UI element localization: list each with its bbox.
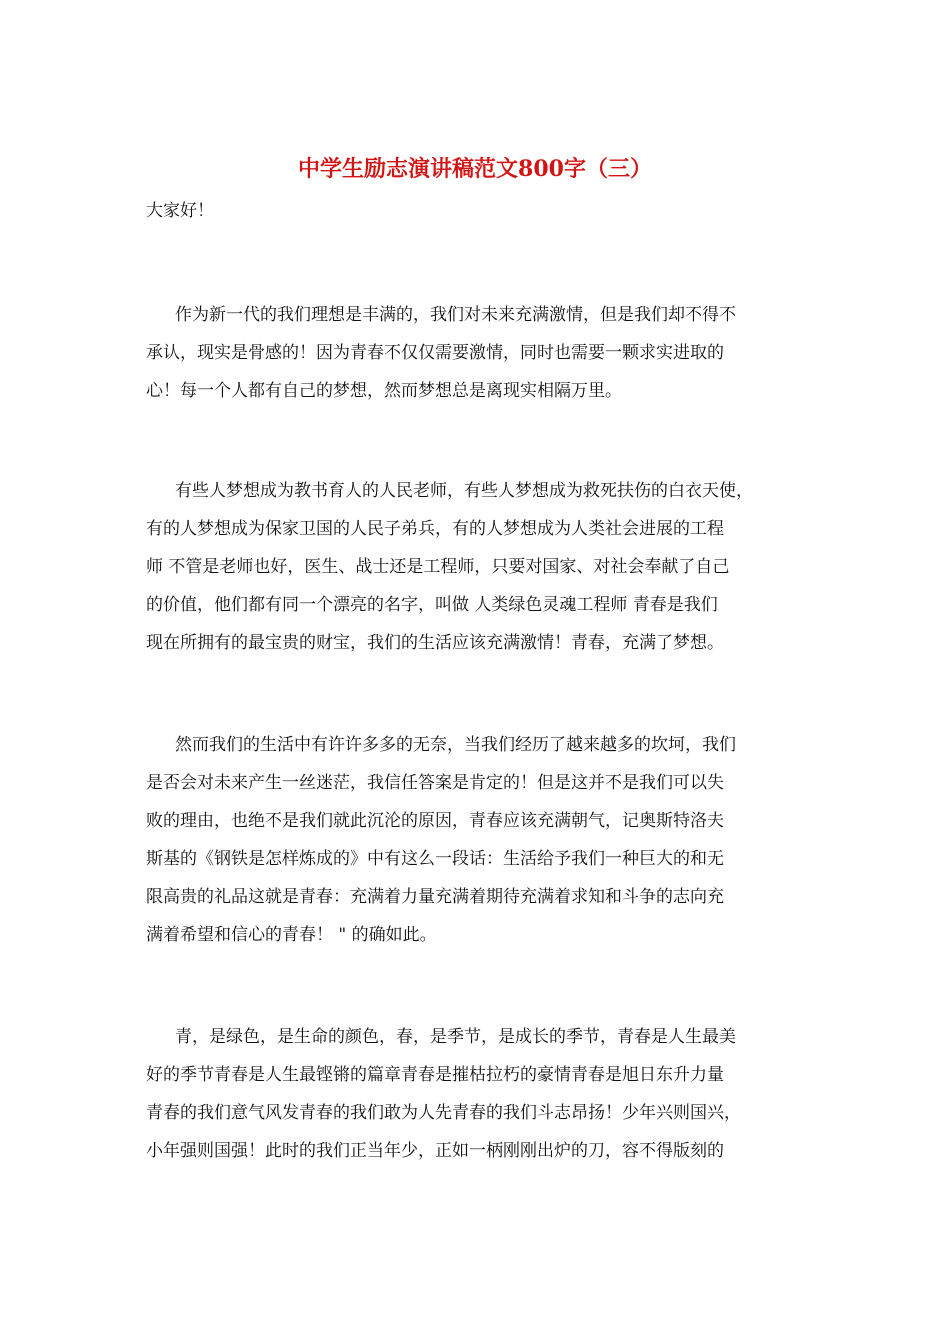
paragraph-4 xyxy=(146,1018,816,1170)
paragraph-line: 作为新一代的我们理想是丰满的，我们对未来充满激情，但是我们却不得不 xyxy=(175,305,736,325)
paragraph-line: 心！每一个人都有自己的梦想，然而梦想总是离现实相隔万里。 xyxy=(146,381,622,401)
paragraph-line: 是否会对未来产生一丝迷茫，我信任答案是肯定的！但是这并不是我们可以失 xyxy=(146,773,724,793)
paragraph-line: 的价值，他们都有同一个漂亮的名字，叫做 人类绿色灵魂工程师 青春是我们 xyxy=(146,595,718,615)
paragraph-1 xyxy=(146,296,816,410)
paragraph-line: 败的理由，也绝不是我们就此沉沦的原因，青春应该充满朝气，记奥斯特洛夫 xyxy=(146,811,724,831)
paragraph-line: 青春的我们意气风发青春的我们敢为人先青春的我们斗志昂扬！少年兴则国兴， xyxy=(146,1103,741,1123)
paragraph-line: 有些人梦想成为教书育人的人民老师，有些人梦想成为救死扶伤的白衣天使， xyxy=(175,481,753,501)
paragraph-line: 有的人梦想成为保家卫国的人民子弟兵，有的人梦想成为人类社会进展的工程 xyxy=(146,519,724,539)
paragraph-2 xyxy=(146,472,816,662)
greeting: 大家好！ xyxy=(146,201,214,221)
paragraph-line: 限高贵的礼品这就是青春：充满着力量充满着期待充满着求知和斗争的志向充 xyxy=(146,887,724,907)
paragraph-line: 满着希望和信心的青春！ " 的确如此。 xyxy=(146,925,437,945)
paragraph-line: 然而我们的生活中有许许多多的无奈，当我们经历了越来越多的坎坷，我们 xyxy=(175,735,736,755)
paragraph-line: 斯基的《钢铁是怎样炼成的》中有这么一段话：生活给予我们一种巨大的和无 xyxy=(146,849,724,869)
paragraph-line: 青，是绿色，是生命的颜色，春，是季节，是成长的季节，青春是人生最美 xyxy=(175,1027,736,1047)
paragraph-line: 承认，现实是骨感的！因为青春不仅仅需要激情，同时也需要一颗求实进取的 xyxy=(146,343,724,363)
paragraph-line: 小年强则国强！此时的我们正当年少，正如一柄刚刚出炉的刀，容不得版刻的 xyxy=(146,1141,724,1161)
paragraph-line: 师 不管是老师也好，医生、战士还是工程师，只要对国家、对社会奉献了自己 xyxy=(146,557,730,577)
paragraph-line: 好的季节青春是人生最铿锵的篇章青春是摧枯拉朽的豪情青春是旭日东升力量 xyxy=(146,1065,724,1085)
paragraph-line: 现在所拥有的最宝贵的财宝，我们的生活应该充满激情！青春，充满了梦想。 xyxy=(146,633,724,653)
document-title: 中学生励志演讲稿范文800字（三） xyxy=(298,156,652,182)
paragraph-3 xyxy=(146,726,816,954)
